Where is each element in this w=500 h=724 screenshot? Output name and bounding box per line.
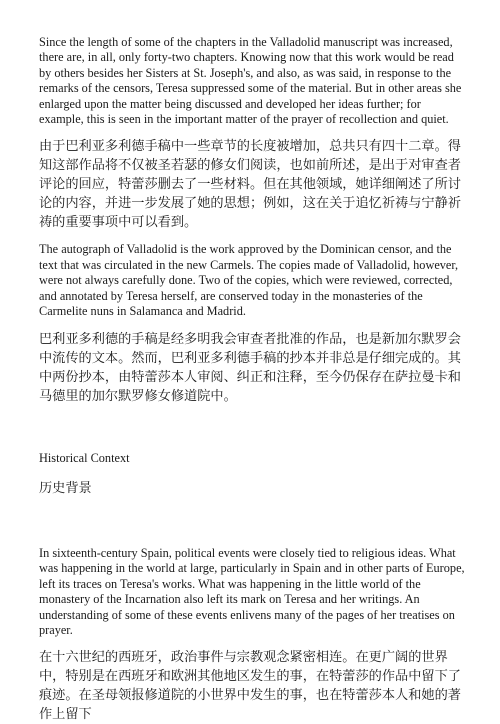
- document-page: [39, 35, 465, 724]
- paragraph-english-historical-context: In sixteenth-century Spain, political events were closely tied to religious ideas. What was happening in the world at large, particularly in Spain and in other parts of Europe, left its traces on Teresa's works. What was happening in the little world of the monastery of the Incarnation also left its mark on Teresa and her writings. An understanding of some of these events enlivens many of the pages of her treatises on prayer.: [39, 545, 465, 637]
- paragraph-english-manuscript-chapters: Since the length of some of the chapters in the Valladolid manuscript was increased, there are, in all, only forty-two chapters. Knowing now that this work would be read by others besides her Sisters at St. Joseph's, and also, as was said, in response to the remarks of the censors, Teresa suppressed some of the material. But in other areas she enlarged upon the matter being discussed and developed her ideas further; for example, this is seen in the important matter of the prayer of recollection and quiet.: [39, 35, 462, 127]
- paragraph-chinese-historical-context: 在十六世纪的西班牙，政治事件与宗教观念紧密相连。在更广阔的世界中，特别是在西班牙和欧洲其他地区发生的事，在特蕾莎的作品中留下了痕迹。在圣母领报修道院的小世界中发生的事，也在特蕾莎本人和她的著作上留下: [39, 650, 461, 723]
- section-heading-english: Historical Context: [39, 451, 130, 466]
- section-heading-chinese: 历史背景: [39, 480, 92, 496]
- paragraph-chinese-manuscript-chapters: 由于巴利亚多利德手稿中一些章节的长度被增加，总共只有四十二章。得知这部作品将不仅被圣若瑟的修女们阅读，也如前所述，是出于对审查者评论的回应，特蕾莎删去了一些材料。但在其他领域，她详细阐述了所讨论的内容，并进一步发展了她的思想；例如，这在关于追忆祈祷与宁静祈祷的重要事项中可以看到。: [39, 139, 461, 231]
- paragraph-english-autograph-copies: The autograph of Valladolid is the work approved by the Dominican censor, and the text that was circulated in the new Carmels. The copies made of Valladolid, however, were not always carefully done. Two of the copies, which were reviewed, corrected, and annotated by Teresa herself, are conserved today in the monasteries of the Carmelite nuns in Salamanca and Madrid.: [39, 242, 459, 319]
- paragraph-chinese-autograph-copies: 巴利亚多利德的手稿是经多明我会审查者批准的作品，也是新加尔默罗会中流传的文本。然而，巴利亚多利德手稿的抄本并非总是仔细完成的。其中两份抄本，由特蕾莎本人审阅、纠正和注释，至今仍保存在萨拉曼卡和马德里的加尔默罗修女修道院中。: [39, 332, 461, 405]
